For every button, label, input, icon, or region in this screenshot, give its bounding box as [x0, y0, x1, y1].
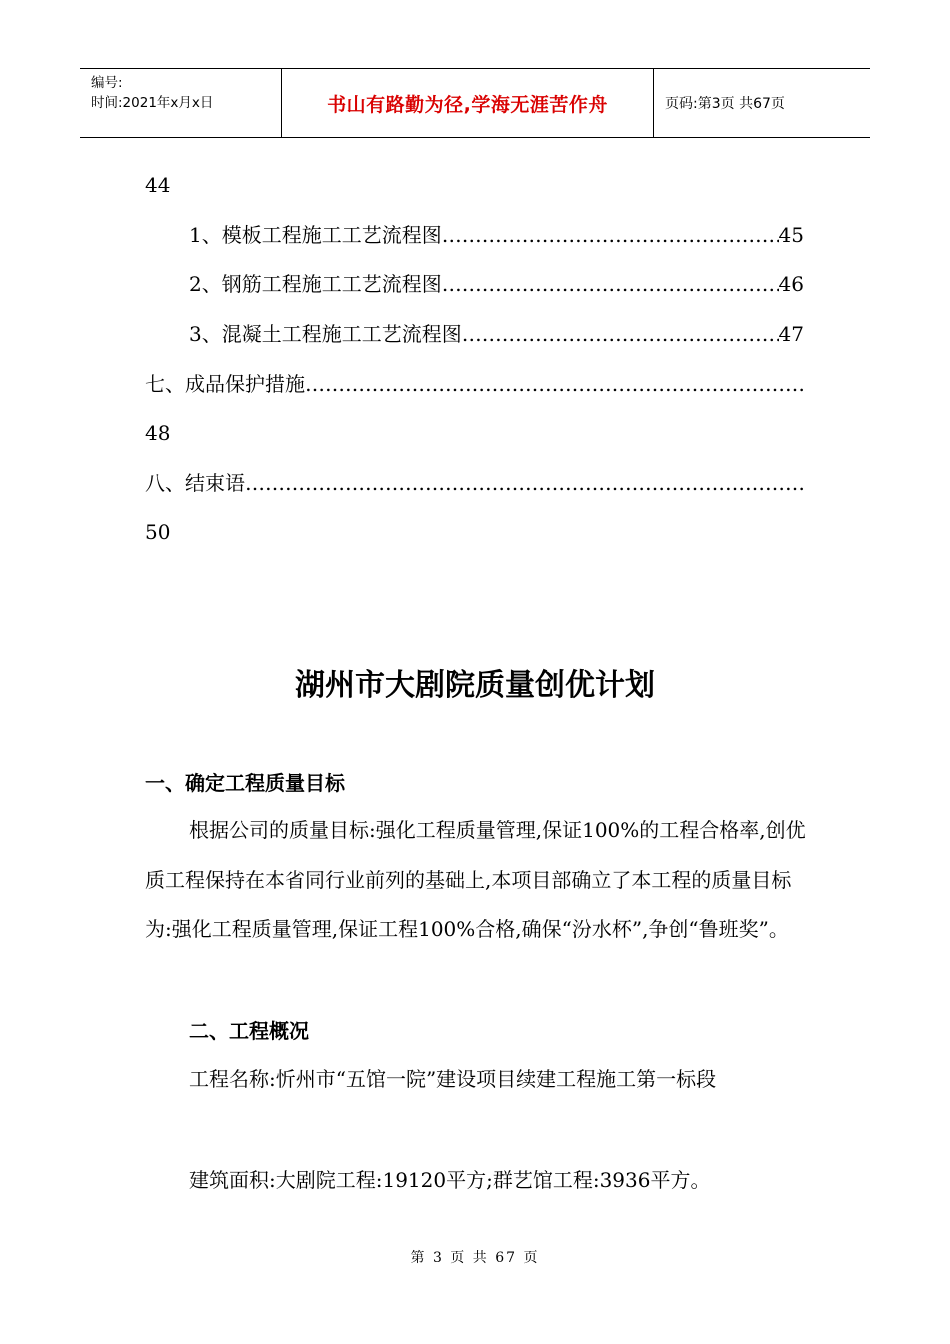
- toc-leader-dots: [442, 223, 779, 247]
- toc-item-label: 2、钢筋工程施工工艺流程图: [189, 272, 442, 296]
- page-footer: 第 3 页 共 67 页: [410, 1250, 540, 1266]
- toc-leader-dots: [442, 272, 779, 296]
- header-motto-cell: [281, 69, 654, 137]
- toc-item-label: 3、混凝土工程施工工艺流程图: [189, 322, 462, 346]
- toc-item-label: 1、模板工程施工工艺流程图: [189, 223, 442, 247]
- toc-page-44: 44: [145, 173, 171, 197]
- header-date: 时间:2021年x月x日: [91, 95, 214, 111]
- project-name-text: 工程名称:忻州市“五馆一院”建设项目续建工程施工第一标段: [189, 1067, 717, 1091]
- building-area: 建筑面积:大剧院工程:19120平方;群艺馆工程:3936平方。: [189, 1168, 711, 1192]
- toc-leader-dots: [245, 471, 804, 495]
- toc-item-label: 七、成品保护措施: [145, 372, 305, 396]
- section-2-heading: 二、工程概况: [189, 1019, 309, 1043]
- section-1-body: [145, 806, 809, 955]
- toc-page-50: 50: [145, 520, 171, 544]
- toc-item-concrete[interactable]: [189, 322, 804, 346]
- toc-item-section-8[interactable]: [145, 471, 804, 495]
- toc-item-section-7[interactable]: [145, 372, 804, 396]
- header-page-info: 页码:第3页 共67页: [665, 96, 785, 112]
- toc-leader-dots: [462, 322, 779, 346]
- section-1-heading: 一、确定工程质量目标: [145, 771, 345, 795]
- toc-leader-dots: [305, 372, 804, 396]
- toc-page-48: 48: [145, 421, 171, 445]
- header-motto: 书山有路勤为径,学海无涯苦作舟: [327, 93, 608, 116]
- toc-item-page: 45: [778, 223, 804, 247]
- toc-item-formwork[interactable]: [189, 223, 804, 247]
- header-number-label: 编号:: [91, 75, 123, 91]
- document-title: 湖州市大剧院质量创优计划: [295, 668, 655, 703]
- document-header: [80, 68, 870, 138]
- header-meta: [80, 69, 281, 137]
- toc-item-page: 46: [778, 272, 804, 296]
- section-1-body-text: 根据公司的质量目标:强化工程质量管理,保证100%的工程合格率,创优质工程保持在本省同行业前列的基础上,本项目部确立了本工程的质量目标为:强化工程质量管理,保证工程100%合格,确保“汾水杯”,争创“鲁班奖”。: [145, 818, 806, 941]
- toc-item-label: 八、结束语: [145, 471, 245, 495]
- toc-item-rebar[interactable]: [189, 272, 804, 296]
- project-name-paragraph: [145, 1055, 809, 1105]
- toc-item-page: 47: [778, 322, 804, 346]
